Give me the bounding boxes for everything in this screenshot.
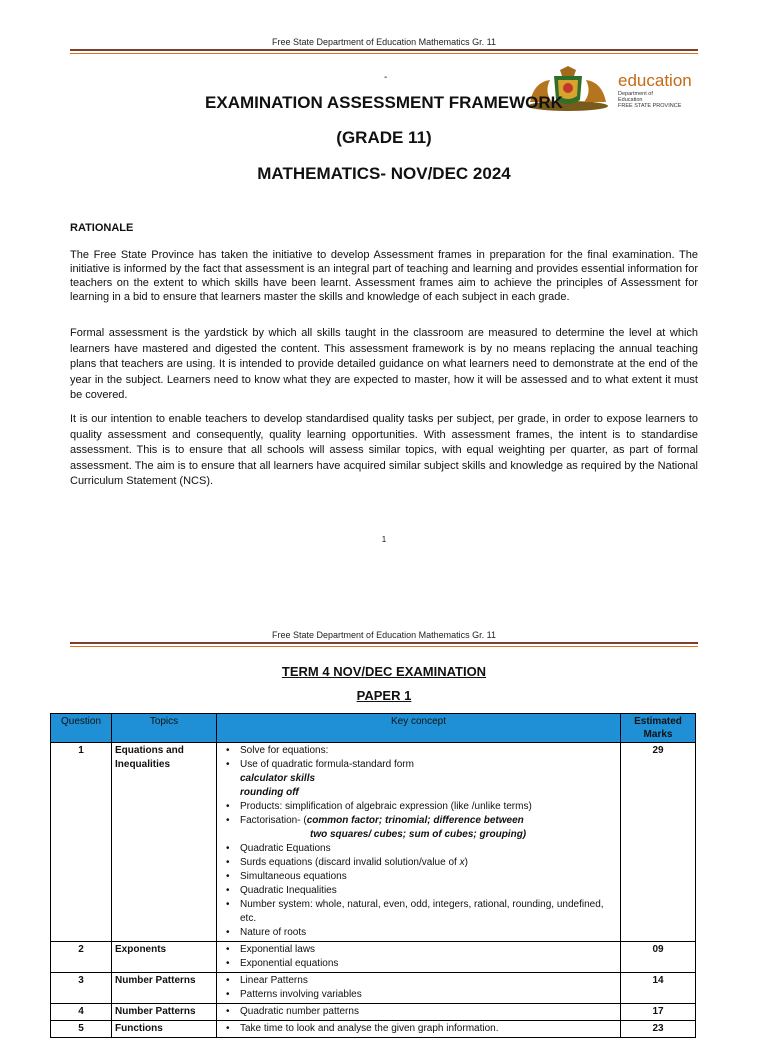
header-rule (70, 49, 698, 51)
term-title: TERM 4 NOV/DEC EXAMINATION (281, 664, 487, 679)
concept-item: • Simultaneous equations (240, 870, 617, 884)
question-number: 3 (51, 973, 112, 1004)
topic: Functions (112, 1021, 217, 1038)
estimated-marks: 14 (621, 973, 696, 1004)
concept-item: • Products: simplification of algebraic expression (like /unlike terms) (240, 800, 617, 814)
concept-item: • Surds equations (discard invalid solution/value of x) (240, 856, 617, 870)
estimated-marks: 23 (621, 1021, 696, 1038)
concept-item: • Exponential equations (240, 957, 617, 971)
page-header: Free State Department of Education Mathematics Gr. 11 (272, 37, 496, 47)
dash-mark: - (384, 72, 388, 83)
concept-item: • Take time to look and analyse the given graph information. (240, 1022, 617, 1036)
header-rule-accent (70, 646, 698, 647)
table-row (51, 743, 696, 942)
concept-note: rounding off (240, 787, 299, 798)
concept-item: • Quadratic Inequalities (240, 884, 617, 898)
table-row (51, 942, 696, 973)
table-row (51, 1021, 696, 1038)
concept-item: • Nature of roots (240, 926, 617, 940)
col-header-topics: Topics (112, 714, 217, 743)
topic: Number Patterns (112, 1004, 217, 1021)
page-number: 1 (381, 535, 387, 544)
concept-note: calculator skills (240, 773, 316, 784)
topic: Number Patterns (112, 973, 217, 1004)
paragraph: The Free State Province has taken the initiative to develop Assessment frames in preparation for the final examination. The initiative is informed by the fact that assessment is an integral part of teaching and learning and provides essential information for teachers on the extent to which skills have been learnt. Assessment frames aim to achieve the principles of Assessment for learning in a bid to ensure that learners master the skills and knowledge of each subject in each grade. (70, 249, 698, 303)
table-row (51, 1004, 696, 1021)
paragraph: It is our intention to enable teachers to develop standardised quality tasks per subject, per grade, in order to expose learners to quality assessment and consequently, quality learning opportunities. With assessment frames, the intent is to standardise assessment. This is to ensure that all schools will assess similar topics, with equal weighting per quarter, as part of formal assessment. The aim is to ensure that all learners have acquired similar subject skills and knowledge as required by the National Curriculum Statement (NCS). (70, 413, 698, 487)
concept-item: • Number system: whole, natural, even, odd, integers, rational, rounding, undefined, etc. (240, 898, 617, 926)
col-header-question: Question (51, 714, 112, 743)
header-rule (70, 642, 698, 644)
col-header-marks: Estimated Marks (621, 714, 696, 743)
paper-title: PAPER 1 (356, 688, 412, 703)
concept-item: • Quadratic Equations (240, 842, 617, 856)
header-rule-accent (70, 53, 698, 54)
key-concepts (217, 743, 621, 942)
concept-item: • Solve for equations: (240, 744, 617, 758)
concept-item: • Quadratic number patterns (240, 1005, 617, 1019)
table-header-row (51, 714, 696, 743)
concept-item: • Factorisation- (common factor; trinomial; difference between two squares/ cubes; sum of cubes; grouping) (240, 814, 617, 842)
paragraph: Formal assessment is the yardstick by which all skills taught in the classroom are measured to determine the level at which learners have mastered and digested the content. This assessment framework is by no means replacing the annual teaching plans that teachers are using. It is intended to provide detailed guidance on what learners need to demonstrate at the end of the year in the subject. Learners need to know what they are expected to master, how it will be assessed and to what extent it must be covered. (70, 327, 698, 401)
question-number: 2 (51, 942, 112, 973)
logo-subtitle: Department of Education FREE STATE PROVINCE (618, 91, 682, 109)
key-concepts (217, 1004, 621, 1021)
topic: Exponents (112, 942, 217, 973)
rationale-heading: RATIONALE (70, 222, 134, 234)
page-header: Free State Department of Education Mathematics Gr. 11 (272, 630, 496, 640)
estimated-marks: 29 (621, 743, 696, 942)
key-concepts (217, 1021, 621, 1038)
key-concepts (217, 973, 621, 1004)
question-number: 4 (51, 1004, 112, 1021)
logo-wordmark: education (618, 71, 692, 90)
concept-item: • Exponential laws (240, 943, 617, 957)
key-concepts (217, 942, 621, 973)
question-number: 5 (51, 1021, 112, 1038)
estimated-marks: 09 (621, 942, 696, 973)
exam-framework-table (50, 713, 696, 1038)
doc-grade: (GRADE 11) (336, 128, 432, 147)
topic: Equations and Inequalities (112, 743, 217, 942)
concept-item: • Use of quadratic formula-standard form (240, 758, 617, 772)
doc-title: EXAMINATION ASSESSMENT FRAMEWORK (205, 93, 563, 112)
concept-item: • Patterns involving variables (240, 988, 617, 1002)
col-header-key-concept: Key concept (217, 714, 621, 743)
question-number: 1 (51, 743, 112, 942)
estimated-marks: 17 (621, 1004, 696, 1021)
table-row (51, 973, 696, 1004)
doc-subject: MATHEMATICS- NOV/DEC 2024 (257, 164, 511, 183)
concept-item: • Linear Patterns (240, 974, 617, 988)
